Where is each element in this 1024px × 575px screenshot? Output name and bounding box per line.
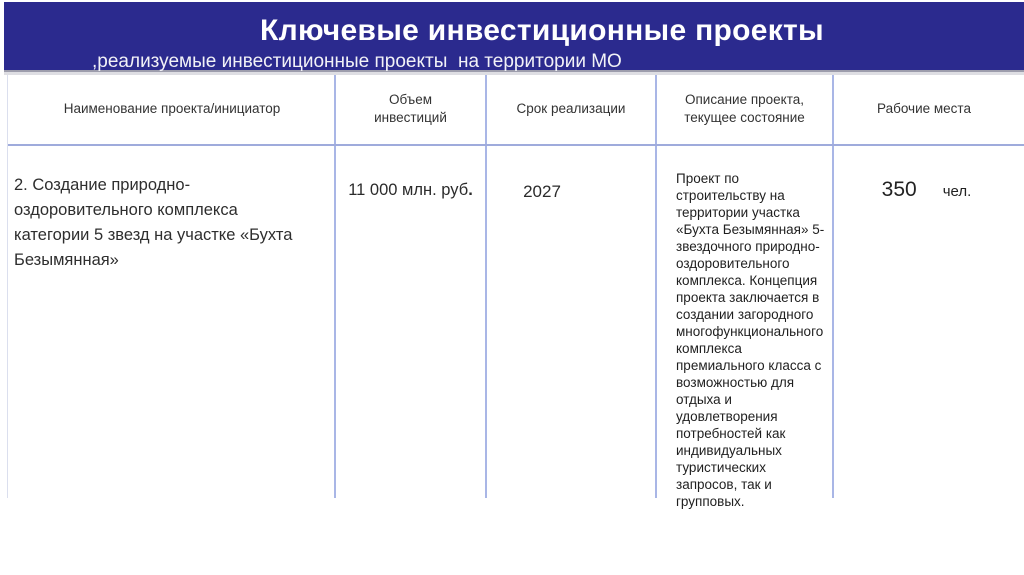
investment-value: 11 000 млн. руб [348,181,469,199]
page-title: Ключевые инвестиционные проекты [260,14,824,47]
column-header-jobs [834,76,1014,142]
column-header-period [487,76,655,142]
column-header-label: Рабочие места [877,100,971,116]
cell-project-name: 2. Создание природно-оздоровительного комплекса категории 5 звезд на участке «Бухта Безымянная» [14,176,293,269]
column-header-label: Объем инвестиций [374,91,447,125]
table-header-row-divider [8,144,1024,146]
slide-header-banner [4,2,1024,72]
jobs-value: 350 [881,178,917,201]
investment-suffix: . [468,181,473,199]
column-header-label: Описание проекта, текущее состояние [684,91,805,125]
column-header-project-name [10,76,334,142]
column-header-label: Срок реализации [516,100,626,116]
cell-implementation-period: 2027 [523,182,561,201]
cell-investment-amount [336,181,485,200]
table-left-border [7,75,8,498]
column-header-label: Наименование проекта/инициатор [63,100,281,116]
cell-jobs [834,178,1019,202]
page-subtitle: ,реализуемые инвестиционные проекты на территории МО [92,51,622,72]
jobs-unit: чел. [942,183,972,200]
cell-project-description: Проект по строительству на территории участка «Бухта Безымянная» 5-звездочного природно-оздоровительного комплекса. Концепция проекта заключается в создании загородного многофункционального комплекса премиального класса с возможностью для отдыха и удовлетворения потребностей как индивидуальных туристических запросов, так и групповых. [676,171,825,509]
column-header-description [657,76,832,142]
column-header-investment [336,76,485,142]
